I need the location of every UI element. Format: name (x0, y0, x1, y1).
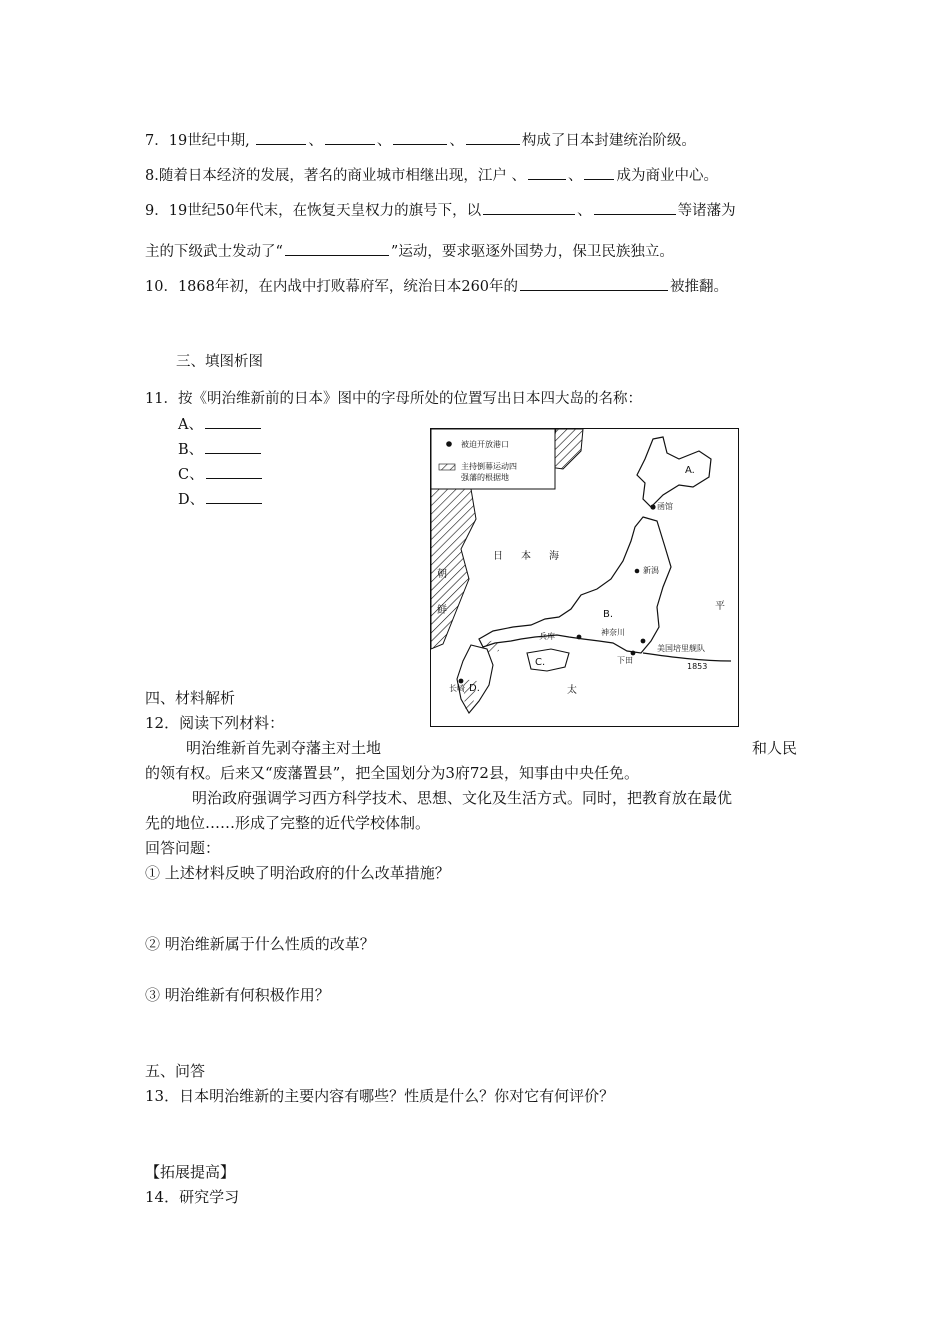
map-label-fleet: 美国培里舰队 (657, 644, 705, 653)
option-a-blank[interactable] (205, 414, 261, 429)
section-5-heading: 五、问答 (145, 1062, 206, 1080)
japan-map (430, 428, 739, 727)
sub-question-1: ① 上述材料反映了明治政府的什么改革措施？ (145, 864, 450, 882)
korea-char-1: 朝 (437, 569, 447, 580)
port-legend-icon (446, 441, 452, 447)
q8-blank-2[interactable] (584, 165, 614, 180)
question-13: 13．日本明治维新的主要内容有哪些？性质是什么？你对它有何评价？ (145, 1087, 615, 1105)
option-d-blank[interactable] (206, 489, 262, 504)
port-niigata (635, 569, 640, 574)
island-d-kyushu (457, 645, 493, 713)
map-label-hakodate: 函馆 (657, 502, 673, 511)
option-b-blank[interactable] (205, 439, 261, 454)
sea-char-3: 海 (549, 551, 559, 562)
island-c-shikoku (527, 649, 569, 671)
material-para2-line1: 明治政府强调学习西方科学技术、思想、文化及生活方式。同时，把教育放在最优 (192, 789, 733, 807)
sub-question-3: ③ 明治维新有何积极作用？ (145, 986, 330, 1004)
q7-prefix: 7．19世纪中期, (145, 133, 255, 149)
map-label-b: B. (603, 609, 614, 620)
port-hakodate (650, 504, 655, 509)
map-label-nagasaki: 长崎 (449, 684, 465, 693)
port-nagasaki (459, 679, 464, 684)
q9-blank-3[interactable] (285, 241, 389, 256)
section-3-heading: 三、填图析图 (176, 354, 263, 370)
question-8: 8.随着日本经济的发展，著名的商业城市相继出现，江户 、 、 成为商业中心。 (145, 165, 718, 186)
material-para2-line2: 先的地位……形成了完整的近代学校体制。 (145, 814, 431, 832)
sea-char-1: 日 (493, 551, 503, 562)
option-a: A、 (178, 414, 263, 435)
material-para1-line2: 的领有权。后来又“废藩置县”，把全国划分为3府72县，知事由中央任免。 (145, 764, 639, 782)
sea-char-2: 本 (521, 551, 531, 562)
map-label-kanagawa: 神奈川 (601, 628, 625, 637)
material-para1-line1-left: 明治维新首先剥夺藩主对土地 (186, 739, 382, 757)
korea-char-2: 鲜 (437, 605, 447, 616)
option-c-blank[interactable] (206, 464, 262, 479)
question-10: 10．1868年初，在内战中打败幕府军，统治日本260年的 被推翻。 (145, 276, 728, 297)
material-para1-line1-right: 和人民 (752, 739, 798, 757)
sub-question-2: ② 明治维新属于什么性质的改革？ (145, 935, 375, 953)
question-12: 12．阅读下列材料： (145, 714, 285, 732)
question-7: 7．19世纪中期, 、 、 、 构成了日本封建统治阶级。 (145, 130, 696, 151)
question-14: 14．研究学习 (145, 1188, 240, 1206)
q7-blank-2[interactable] (325, 130, 375, 145)
q9-blank-2[interactable] (594, 200, 676, 215)
map-label-shimoda: 下田 (617, 656, 633, 665)
port-hyogo (577, 635, 582, 640)
legend-port-label: 被迫开放港口 (461, 440, 509, 449)
map-label-c: C. (535, 657, 546, 668)
fleet-route (643, 653, 731, 661)
option-b: B、 (178, 439, 263, 460)
map-label-niigata: 新潟 (643, 566, 659, 575)
q7-blank-1[interactable] (256, 130, 306, 145)
island-a-hokkaido (637, 437, 711, 507)
island-b-honshu (479, 517, 671, 653)
q9-blank-1[interactable] (483, 200, 575, 215)
map-label-year: 1853 (687, 662, 708, 671)
map-label-a: A. (685, 465, 695, 476)
extension-heading: 【拓展提高】 (145, 1163, 236, 1181)
map-label-d: D. (469, 683, 480, 694)
pacific-char-2: 太 (567, 685, 577, 696)
section-4-heading: 四、材料解析 (145, 689, 236, 707)
question-9-line2: 主的下级武士发动了“ ”运动，要求驱逐外国势力，保卫民族独立。 (145, 241, 674, 262)
map-label-hyogo: 兵库 (539, 632, 555, 641)
legend-base-line1: 主持倒幕运动四 (461, 462, 517, 471)
q10-blank[interactable] (520, 276, 668, 291)
answer-prompt: 回答问题： (145, 839, 221, 857)
q8-blank-1[interactable] (528, 165, 566, 180)
question-11: 11．按《明治维新前的日本》图中的字母所处的位置写出日本四大岛的名称： (145, 391, 642, 407)
base-legend-icon (439, 464, 455, 470)
pacific-char-1: 平 (715, 601, 725, 612)
port-shimoda (631, 651, 636, 656)
q7-blank-3[interactable] (393, 130, 447, 145)
legend-base-line2: 强藩的根据地 (461, 473, 509, 482)
port-kanagawa (641, 639, 646, 644)
option-c: C、 (178, 464, 264, 485)
q7-blank-4[interactable] (466, 130, 520, 145)
choshu-base-hatch (485, 639, 499, 653)
question-9-line1: 9．19世纪50年代末，在恢复天皇权力的旗号下，以 、 等诸藩为 (145, 200, 736, 221)
option-d: D、 (178, 489, 264, 510)
